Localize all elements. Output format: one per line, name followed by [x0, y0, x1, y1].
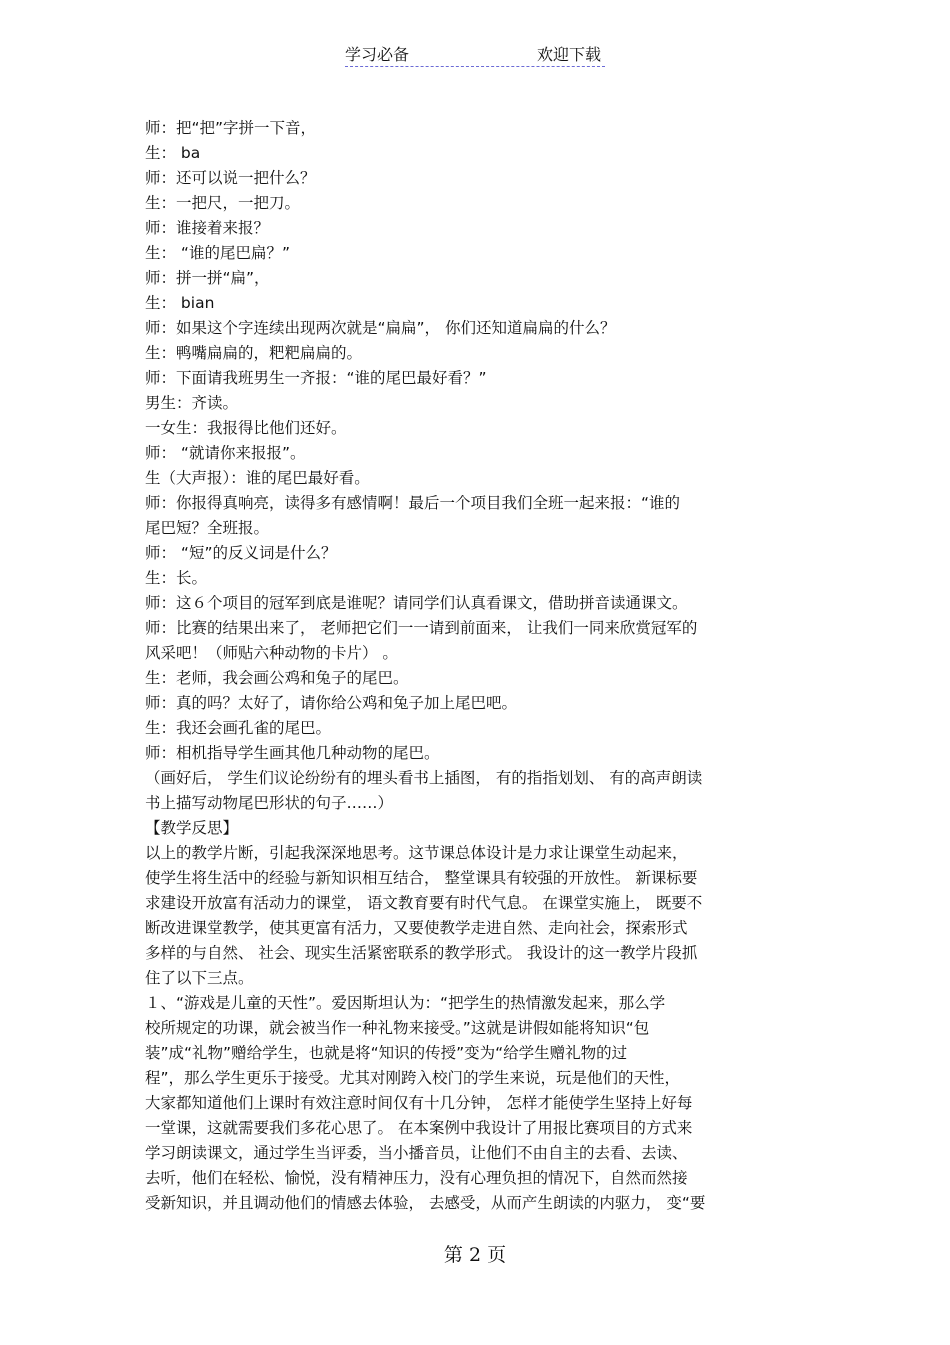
text-line: 装”成“礼物”赠给学生，也就是将“知识的传授”变为“给学生赠礼物的过	[145, 1044, 628, 1062]
text-line: 书上描写动物尾巴形状的句子……）	[145, 794, 394, 812]
text-line: 程”，那么学生更乐于接受。尤其对刚跨入校门的学生来说，玩是他们的天性，	[145, 1069, 681, 1087]
text-line: 生： “谁的尾巴扁？”	[145, 244, 290, 262]
text-line: （画好后， 学生们议论纷纷有的埋头看书上插图， 有的指指划划、 有的高声朗读	[145, 769, 703, 787]
text-line: 以上的教学片断，引起我深深地思考。这节课总体设计是力求让课堂生动起来，	[145, 844, 688, 862]
text-line: 住了以下三点。	[145, 969, 254, 987]
text-line: 多样的与自然、 社会、现实生活紧密联系的教学形式。 我设计的这一教学片段抓	[145, 944, 698, 962]
text-line: 断改进课堂教学，使其更富有活力，又要使教学走进自然、走向社会，探索形式	[145, 919, 688, 937]
text-line: 生：老师，我会画公鸡和兔子的尾巴。	[145, 669, 409, 687]
text-line: 去听，他们在轻松、愉悦，没有精神压力，没有心理负担的情况下，自然而然接	[145, 1169, 688, 1187]
text-line: 师： “短”的反义词是什么？	[145, 544, 337, 562]
text-line: 师：真的吗？太好了，请你给公鸡和兔子加上尾巴吧。	[145, 694, 518, 712]
text-line: 师：还可以说一把什么？	[145, 169, 316, 187]
text-line: 生： ba	[145, 144, 201, 162]
text-line: 师：如果这个字连续出现两次就是“扁扁”， 你们还知道扁扁的什么？	[145, 319, 616, 337]
text-line: 师：相机指导学生画其他几种动物的尾巴。	[145, 744, 440, 762]
text-line: 生：一把尺，一把刀。	[145, 194, 301, 212]
text-line: 求建设开放富有活动力的课堂， 语文教育要有时代气息。 在课堂实施上， 既要不	[145, 894, 703, 912]
text-line: 生：长。	[145, 569, 208, 587]
text-line: 生：鸭嘴扁扁的，粑粑扁扁的。	[145, 344, 363, 362]
text-line: 受新知识，并且调动他们的情感去体验， 去感受，从而产生朗读的内驱力， 变“要	[145, 1194, 706, 1212]
text-line: 师：谁接着来报？	[145, 219, 270, 237]
text-line: 学习朗读课文，通过学生当评委，当小播音员，让他们不由自主的去看、去读、	[145, 1144, 688, 1162]
text-line: 师：拼一拼“扁”，	[145, 269, 270, 287]
text-line: 生（大声报）：谁的尾巴最好看。	[145, 469, 370, 487]
header-left-text: 学习必备	[345, 45, 410, 64]
text-line: 风采吧！（师贴六种动物的卡片） 。	[145, 644, 398, 662]
text-line: 校所规定的功课，就会被当作一种礼物来接受。”这就是讲假如能将知识“包	[145, 1019, 650, 1037]
text-line: 一女生：我报得比他们还好。	[145, 419, 347, 437]
text-line: 生：我还会画孔雀的尾巴。	[145, 719, 332, 737]
text-line: 师： “就请你来报报”。	[145, 444, 306, 462]
text-line: 师：这６个项目的冠军到底是谁呢？请同学们认真看课文，借助拼音读通课文。	[145, 594, 688, 612]
text-line: 生： bian	[145, 294, 215, 312]
document-body	[145, 116, 825, 1216]
text-line: 尾巴短？全班报。	[145, 519, 270, 537]
text-line: 师：你报得真响亮，读得多有感情啊！最后一个项目我们全班一起来报：“谁的	[145, 494, 681, 512]
text-line: 师：比赛的结果出来了， 老师把它们一一请到前面来， 让我们一同来欣赏冠军的	[145, 619, 698, 637]
text-line: 一堂课，这就需要我们多花心思了。 在本案例中我设计了用报比赛项目的方式来	[145, 1119, 693, 1137]
text-line: １、“游戏是儿童的天性”。爱因斯坦认为：“把学生的热情激发起来，那么学	[145, 994, 666, 1012]
page-header	[345, 40, 605, 67]
text-line: 师：下面请我班男生一齐报：“谁的尾巴最好看？”	[145, 369, 487, 387]
text-line: 大家都知道他们上课时有效注意时间仅有十几分钟， 怎样才能使学生坚持上好每	[145, 1094, 693, 1112]
header-right-text: 欢迎下载	[536, 45, 601, 64]
text-line: 男生：齐读。	[145, 394, 239, 412]
text-line: 师：把“把”字拼一下音，	[145, 119, 317, 137]
text-line: 【教学反思】	[145, 819, 239, 837]
text-line: 使学生将生活中的经验与新知识相互结合， 整堂课具有较强的开放性。 新课标要	[145, 869, 698, 887]
page-number: 第 2 页	[443, 1244, 507, 1266]
